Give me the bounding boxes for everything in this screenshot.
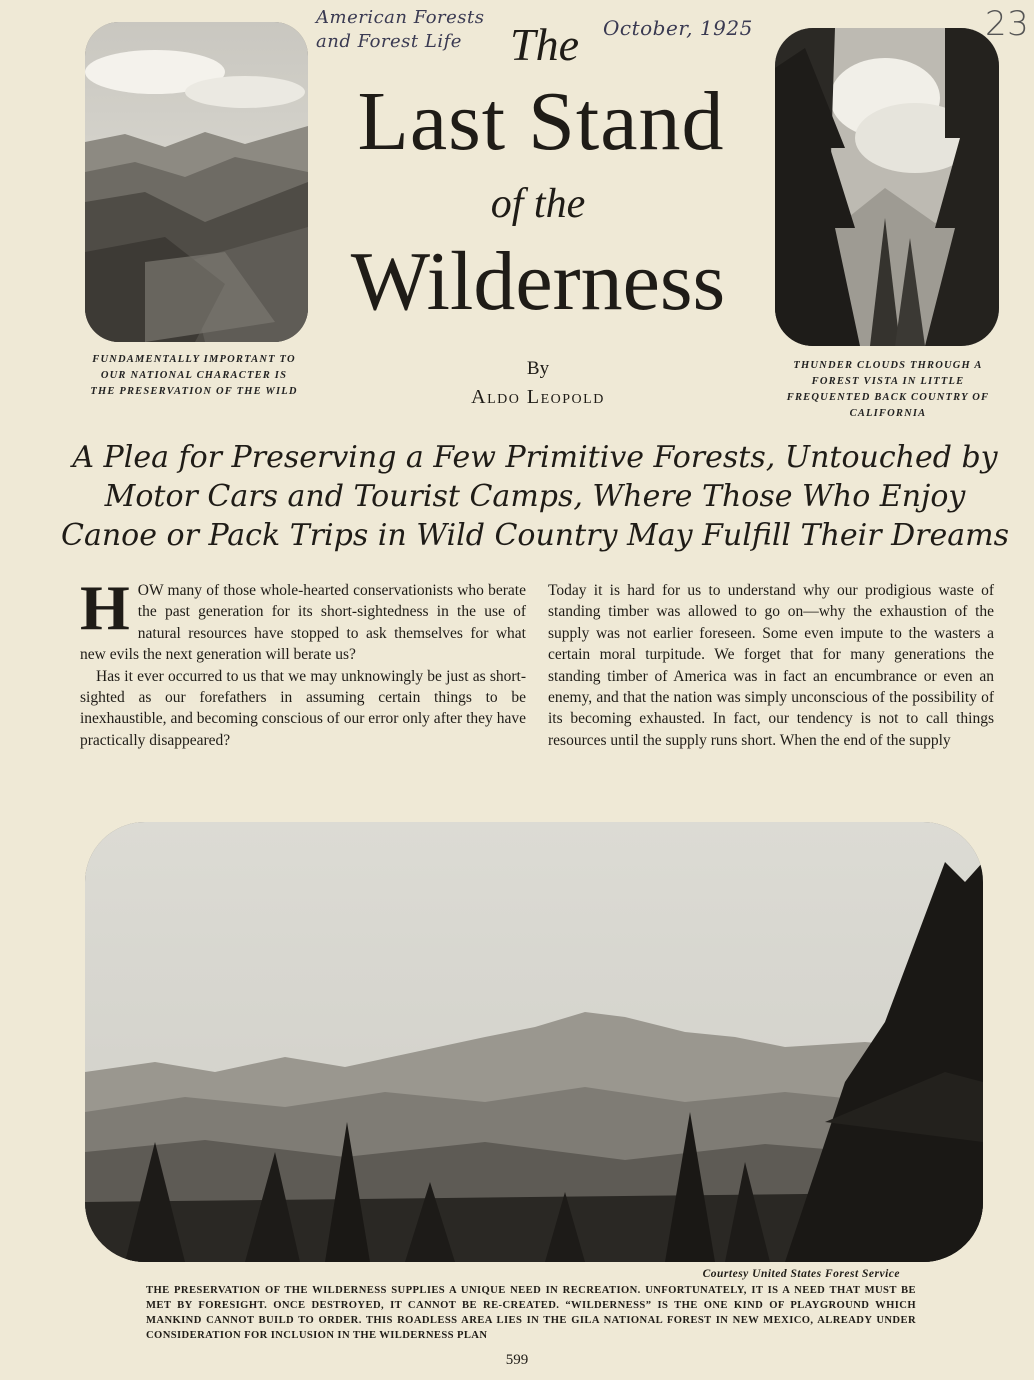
title-of-the: of the <box>490 181 586 227</box>
paragraph: Today it is hard for us to understand why our prodigious waste of standing timber was allowed to go on—why the exhaustion of the supply was not earlier foreseen. Some even impute to the wasters a certain moral turpitude. We forget that for many generations the standing timber of America was in fact an encumbrance or even an enemy, and that the nation was simply unconscious of the possibility of its becoming exhausted. In fact, our tendency is not to call things resources until the supply runs short. When the end of the supply <box>548 582 994 749</box>
paragraph <box>80 572 526 666</box>
forest-vista-photo <box>775 28 999 346</box>
title-the: The <box>510 19 579 70</box>
handwritten-journal-note: American Forests and Forest Life <box>316 7 485 52</box>
drop-cap: H <box>80 572 130 643</box>
title-wilderness: Wilderness <box>350 235 726 328</box>
handwritten-page-number: 23 <box>985 4 1030 44</box>
title-last-stand: Last Stand <box>357 75 725 168</box>
byline-author: Aldo Leopold <box>471 386 605 408</box>
byline-by: By <box>526 358 550 379</box>
bottom-photo-caption: THE PRESERVATION OF THE WILDERNESS SUPPLIES A UNIQUE NEED IN RECREATION. UNFORTUNATELY, IT IS A NEED THAT MUST BE MET BY FORESIGHT. ONCE DESTROYED, IT CANNOT BE RE-CREATED. “WILDERNESS” IS THE ONE KIND OF PLAYGROUND WHICH MANKIND CANNOT BUILD TO ORDER. THIS ROADLESS AREA LIES IN THE GILA NATIONAL FOREST IN NEW MEXICO, ALREADY UNDER CONSIDERATION FOR INCLUSION IN THE WILDERNESS PLAN <box>146 1285 916 1341</box>
printed-page-number: 599 <box>505 1352 529 1368</box>
paragraph-text: OW many of those whole-hearted conservationists who berate the past generation for its short-sightedness in the use of natural resources have stopped to ask themselves for what new evils the next generation will berate us? <box>80 582 526 664</box>
paragraph: Has it ever occurred to us that we may unknowingly be just as short-sighted as our forefathers in assuming certain things to be inexhaustible, and becoming conscious of our error only after they have practically disappeared? <box>80 667 526 749</box>
left-photo-caption: FUNDAMENTALLY IMPORTANT TO OUR NATIONAL CHARACTER IS THE PRESERVATION OF THE WILD <box>90 354 298 397</box>
handwritten-date-note: October, 1925 <box>603 16 753 40</box>
photo-credit: Courtesy United States Forest Service <box>702 1268 900 1280</box>
right-photo-caption: THUNDER CLOUDS THROUGH A FOREST VISTA IN LITTLE FREQUENTED BACK COUNTRY OF CALIFORNIA <box>786 360 990 419</box>
gila-mountain-photo <box>85 822 983 1262</box>
body-column-right <box>548 580 994 751</box>
mountain-lake-photo <box>85 22 308 342</box>
body-column-left <box>80 572 526 751</box>
article-subtitle: A Plea for Preserving a Few Primitive Forests, Untouched by Motor Cars and Tourist Camps, Where Those Who Enjoy Canoe or Pack Trips in Wild Country May Fulfill Their Dreams <box>61 440 1009 553</box>
